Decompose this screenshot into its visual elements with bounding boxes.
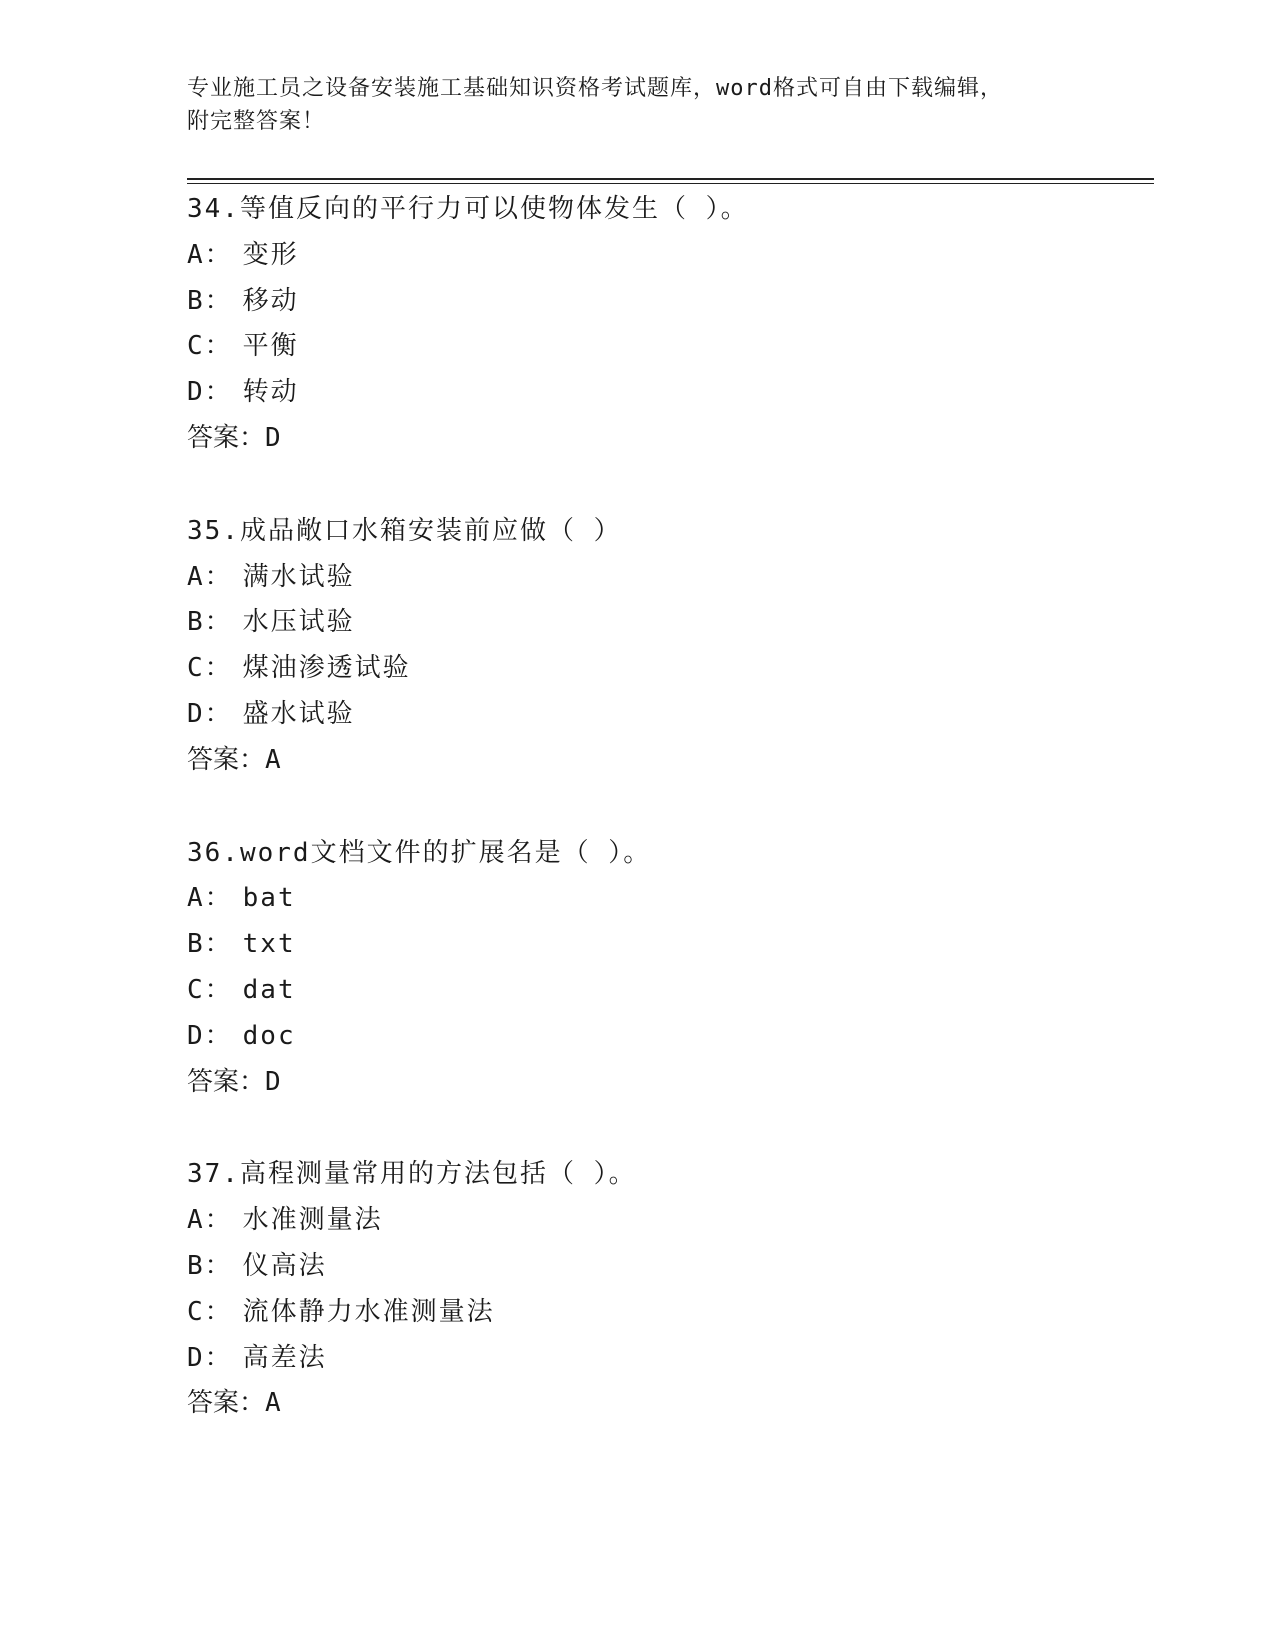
question-36 <box>187 831 1147 1106</box>
option-letter: C： <box>187 974 233 1005</box>
question-list <box>187 187 1147 1474</box>
question-37 <box>187 1152 1147 1427</box>
option-letter: B： <box>187 1250 233 1281</box>
answer-line: 答案：A <box>187 744 281 775</box>
option-a <box>187 233 1147 279</box>
option-letter: B： <box>187 929 233 960</box>
header-divider <box>187 178 1154 184</box>
option-a <box>187 1198 1147 1244</box>
option-letter: A： <box>187 883 233 914</box>
option-text: dat <box>242 974 296 1005</box>
option-c <box>187 324 1147 370</box>
answer-line: 答案：A <box>187 1388 281 1419</box>
option-a <box>187 555 1147 601</box>
answer-line: 答案：D <box>187 1066 281 1097</box>
option-text: bat <box>242 883 296 914</box>
option-text: 盛水试验 <box>242 698 355 729</box>
option-text: 仪高法 <box>242 1250 327 1281</box>
option-d <box>187 1336 1147 1382</box>
question-title: 37.高程测量常用的方法包括（ ）。 <box>187 1159 637 1190</box>
question-title: 36.word文档文件的扩展名是（ ）。 <box>187 837 652 868</box>
option-b <box>187 600 1147 646</box>
option-letter: C： <box>187 1296 233 1327</box>
option-d <box>187 692 1147 738</box>
header-line-1: 专业施工员之设备安装施工基础知识资格考试题库，word格式可自由下载编辑， <box>187 76 1003 101</box>
option-text: 流体静力水准测量法 <box>242 1296 495 1327</box>
option-letter: D： <box>187 1020 233 1051</box>
header-line-2: 附完整答案！ <box>187 109 326 134</box>
document-header <box>187 72 1147 138</box>
option-c <box>187 1290 1147 1336</box>
option-b <box>187 922 1147 968</box>
option-c <box>187 968 1147 1014</box>
option-b <box>187 279 1147 325</box>
option-b <box>187 1244 1147 1290</box>
option-letter: B： <box>187 607 233 638</box>
option-text: doc <box>242 1020 296 1051</box>
option-text: 移动 <box>242 285 299 316</box>
option-text: 水准测量法 <box>242 1205 383 1236</box>
option-letter: D： <box>187 1342 233 1373</box>
option-letter: A： <box>187 1205 233 1236</box>
option-text: 满水试验 <box>242 561 355 592</box>
option-text: 高差法 <box>242 1342 327 1373</box>
option-text: 平衡 <box>242 331 299 362</box>
question-title: 35.成品敞口水箱安装前应做（ ） <box>187 515 622 546</box>
option-a <box>187 876 1147 922</box>
question-35 <box>187 509 1147 784</box>
option-d <box>187 1014 1147 1060</box>
option-c <box>187 646 1147 692</box>
option-letter: D： <box>187 377 233 408</box>
option-letter: D： <box>187 698 233 729</box>
option-letter: A： <box>187 239 233 270</box>
option-text: 水压试验 <box>242 607 355 638</box>
option-text: 转动 <box>242 377 299 408</box>
option-letter: A： <box>187 561 233 592</box>
option-letter: C： <box>187 653 233 684</box>
option-letter: C： <box>187 331 233 362</box>
option-text: txt <box>242 929 296 960</box>
option-text: 变形 <box>242 239 299 270</box>
question-34 <box>187 187 1147 462</box>
answer-line: 答案：D <box>187 422 281 453</box>
question-title: 34.等值反向的平行力可以使物体发生（ ）。 <box>187 194 749 224</box>
option-d <box>187 370 1147 416</box>
option-letter: B： <box>187 285 233 316</box>
option-text: 煤油渗透试验 <box>242 653 411 684</box>
